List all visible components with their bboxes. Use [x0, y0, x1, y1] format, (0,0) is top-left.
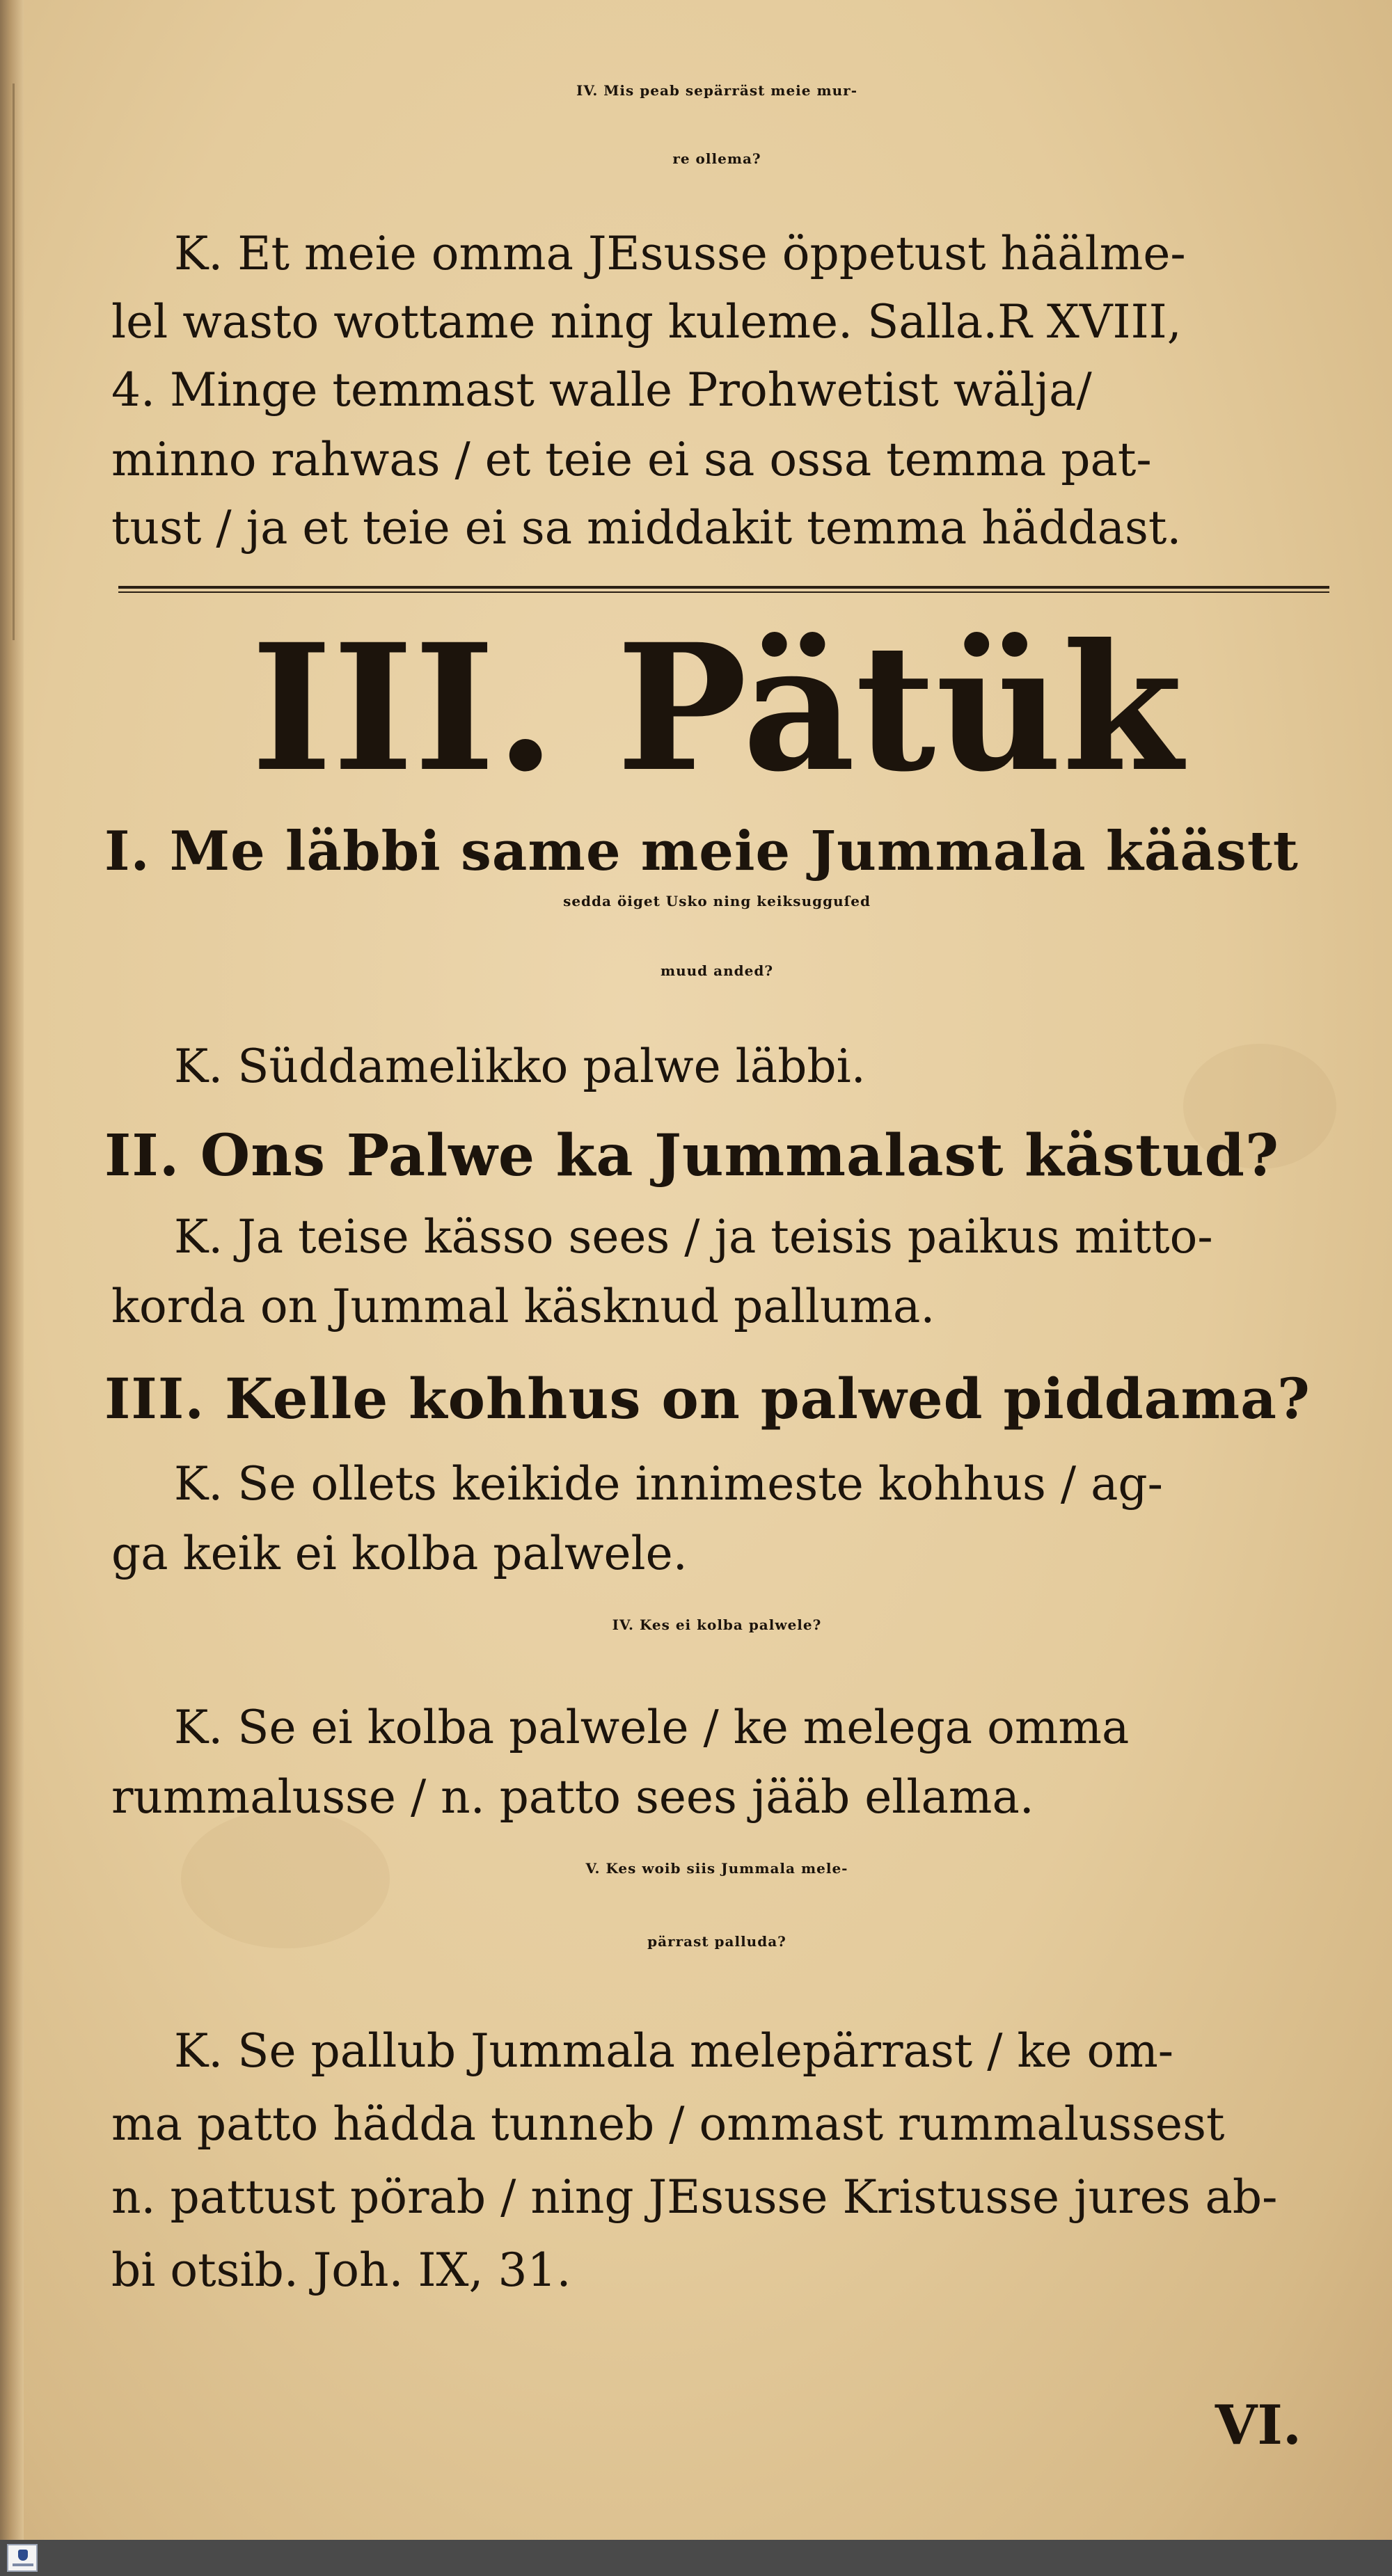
question-5-line: V. Kes woib siis Jummala mele-: [585, 1860, 848, 1877]
answer-2-line: K. Ja teise kässo sees / ja teisis paikus mitto-: [174, 1210, 1213, 1264]
question-1-line: sedda öiget Usko ning keiksugguſed: [563, 893, 871, 909]
answer-4-line: K. Se ei kolba palwele / ke melega omma: [174, 1701, 1130, 1754]
answer-5-line: n. pattust pörab / ning JEsusse Kristusse jures ab-: [111, 2170, 1278, 2224]
chapter-title: III. Pätük: [251, 605, 1183, 810]
section-iv-answer-line: 4. Minge temmast walle Prohwetist wälja/: [111, 363, 1092, 417]
question-5-line: pärrast palluda?: [647, 1933, 786, 1950]
logo-strip: [13, 2563, 33, 2566]
binding-shadow: [13, 84, 15, 640]
answer-4-line: rummalusse / n. patto sees jääb ellama.: [111, 1770, 1034, 1824]
answer-3-line: ga keik ei kolba palwele.: [111, 1527, 688, 1580]
answer-1-line: K. Süddamelikko palwe läbbi.: [174, 1040, 866, 1093]
viewer-bottom-bar: [0, 2540, 1392, 2576]
page-binding-edge: [0, 0, 24, 2540]
section-iv-answer-line: tust / ja et teie ei sa middakit temma häddast.: [111, 501, 1182, 555]
question-3-line: III. Kelle kohhus on palwed piddama?: [104, 1366, 1311, 1431]
section-divider: [118, 586, 1329, 593]
answer-5-line: K. Se pallub Jummala melepärrast / ke om-: [174, 2024, 1174, 2078]
paper-stain: [181, 1809, 390, 1948]
section-iv-question-line: IV. Mis peab sepärräst meie mur-: [576, 82, 857, 99]
question-1-line: I. Me läbbi same meie Jummala käästt: [104, 820, 1299, 883]
section-iv-answer-line: minno rahwas / et teie ei sa ossa temma pat-: [111, 433, 1152, 486]
answer-5-line: ma patto hädda tunneb / ommast rummalussest: [111, 2097, 1225, 2151]
answer-2-line: korda on Jummal käsknud palluma.: [111, 1280, 935, 1333]
section-iv-question-line: re ollema?: [672, 150, 761, 167]
question-4-line: IV. Kes ei kolba palwele?: [612, 1616, 822, 1633]
shield-icon: [18, 2550, 28, 2561]
section-iv-answer-line: K. Et meie omma JEsusse öppetust häälme-: [174, 227, 1186, 280]
answer-3-line: K. Se ollets keikide innimeste kohhus / ag-: [174, 1457, 1163, 1511]
question-2-line: II. Ons Palwe ka Jummalast kästud?: [104, 1122, 1280, 1189]
catchword: VI.: [1215, 2394, 1302, 2457]
section-iv-answer-line: lel wasto wottame ning kuleme. Salla.R XVIII,: [111, 295, 1182, 349]
question-1-line: muud anded?: [660, 962, 774, 979]
library-logo-icon: [7, 2544, 38, 2572]
answer-5-line: bi otsib. Joh. IX, 31.: [111, 2243, 571, 2297]
